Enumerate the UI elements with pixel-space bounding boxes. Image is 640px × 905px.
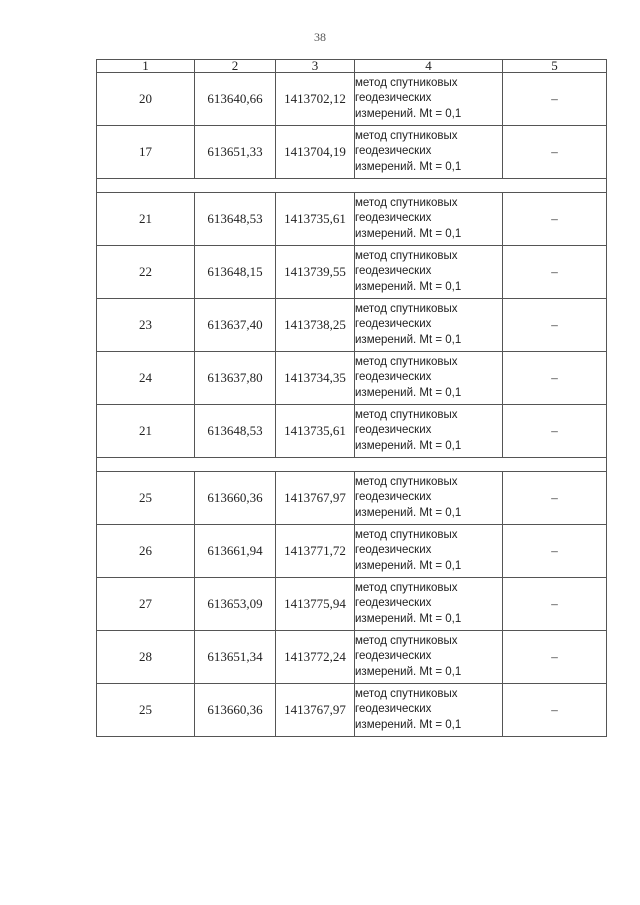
x-coordinate-cell: 613640,66	[195, 73, 276, 126]
method-line: геодезических	[355, 371, 432, 384]
method-line: измерений. Mt = 0,1	[355, 386, 462, 399]
x-coordinate-cell: 613648,53	[195, 193, 276, 246]
note-cell: –	[503, 631, 607, 684]
method-line: измерений. Mt = 0,1	[355, 107, 462, 120]
method-line: метод спутниковых	[355, 302, 458, 315]
method-cell	[355, 73, 503, 126]
y-coordinate-cell: 1413734,35	[276, 352, 355, 405]
method-line: метод спутниковых	[355, 687, 458, 700]
table-row	[97, 631, 607, 684]
method-line: геодезических	[355, 145, 432, 158]
note-cell: –	[503, 525, 607, 578]
method-line: геодезических	[355, 265, 432, 278]
point-number-cell: 25	[97, 684, 195, 737]
method-line: измерений. Mt = 0,1	[355, 506, 462, 519]
method-line: геодезических	[355, 212, 432, 225]
method-line: метод спутниковых	[355, 408, 458, 421]
method-line: измерений. Mt = 0,1	[355, 559, 462, 572]
table-row	[97, 246, 607, 299]
note-cell: –	[503, 684, 607, 737]
table-row	[97, 684, 607, 737]
y-coordinate-cell: 1413775,94	[276, 578, 355, 631]
point-number-cell: 21	[97, 405, 195, 458]
note-cell: –	[503, 246, 607, 299]
method-line: геодезических	[355, 318, 432, 331]
method-cell	[355, 631, 503, 684]
method-line: измерений. Mt = 0,1	[355, 439, 462, 452]
method-line: измерений. Mt = 0,1	[355, 718, 462, 731]
table-row	[97, 299, 607, 352]
point-number-cell: 28	[97, 631, 195, 684]
table-row	[97, 126, 607, 179]
point-number-cell: 17	[97, 126, 195, 179]
header-col-4: 4	[355, 60, 503, 73]
point-number-cell: 27	[97, 578, 195, 631]
x-coordinate-cell: 613660,36	[195, 684, 276, 737]
method-line: метод спутниковых	[355, 475, 458, 488]
point-number-cell: 21	[97, 193, 195, 246]
x-coordinate-cell: 613653,09	[195, 578, 276, 631]
method-line: геодезических	[355, 597, 432, 610]
header-col-2: 2	[195, 60, 276, 73]
method-line: геодезических	[355, 650, 432, 663]
method-line: измерений. Mt = 0,1	[355, 280, 462, 293]
x-coordinate-cell: 613648,15	[195, 246, 276, 299]
method-cell	[355, 405, 503, 458]
x-coordinate-cell: 613637,80	[195, 352, 276, 405]
method-cell	[355, 684, 503, 737]
point-number-cell: 20	[97, 73, 195, 126]
method-line: метод спутниковых	[355, 355, 458, 368]
method-line: измерений. Mt = 0,1	[355, 333, 462, 346]
method-line: метод спутниковых	[355, 528, 458, 541]
method-line: измерений. Mt = 0,1	[355, 612, 462, 625]
note-cell: –	[503, 299, 607, 352]
y-coordinate-cell: 1413738,25	[276, 299, 355, 352]
page-number: 38	[314, 30, 326, 44]
point-number-cell: 22	[97, 246, 195, 299]
method-cell	[355, 352, 503, 405]
y-coordinate-cell: 1413702,12	[276, 73, 355, 126]
note-cell: –	[503, 193, 607, 246]
method-cell	[355, 246, 503, 299]
method-line: геодезических	[355, 92, 432, 105]
note-cell: –	[503, 472, 607, 525]
method-cell	[355, 299, 503, 352]
note-cell: –	[503, 405, 607, 458]
note-cell: –	[503, 578, 607, 631]
y-coordinate-cell: 1413767,97	[276, 472, 355, 525]
method-line: геодезических	[355, 703, 432, 716]
x-coordinate-cell: 613637,40	[195, 299, 276, 352]
y-coordinate-cell: 1413772,24	[276, 631, 355, 684]
method-line: метод спутниковых	[355, 634, 458, 647]
table-header-row	[97, 60, 607, 73]
method-cell	[355, 193, 503, 246]
y-coordinate-cell: 1413735,61	[276, 405, 355, 458]
y-coordinate-cell: 1413771,72	[276, 525, 355, 578]
method-line: геодезических	[355, 424, 432, 437]
note-cell: –	[503, 126, 607, 179]
method-line: измерений. Mt = 0,1	[355, 227, 462, 240]
x-coordinate-cell: 613648,53	[195, 405, 276, 458]
table-row	[97, 525, 607, 578]
y-coordinate-cell: 1413739,55	[276, 246, 355, 299]
method-line: метод спутниковых	[355, 196, 458, 209]
method-line: метод спутниковых	[355, 249, 458, 262]
method-line: геодезических	[355, 544, 432, 557]
separator-cell	[97, 458, 607, 472]
table-row	[97, 472, 607, 525]
table-row	[97, 73, 607, 126]
group-separator-row	[97, 179, 607, 193]
header-col-3: 3	[276, 60, 355, 73]
method-line: метод спутниковых	[355, 129, 458, 142]
method-line: метод спутниковых	[355, 581, 458, 594]
y-coordinate-cell: 1413767,97	[276, 684, 355, 737]
method-line: геодезических	[355, 491, 432, 504]
header-col-5: 5	[503, 60, 607, 73]
method-line: метод спутниковых	[355, 76, 458, 89]
method-line: измерений. Mt = 0,1	[355, 665, 462, 678]
x-coordinate-cell: 613660,36	[195, 472, 276, 525]
point-number-cell: 24	[97, 352, 195, 405]
table-row	[97, 578, 607, 631]
point-number-cell: 25	[97, 472, 195, 525]
point-number-cell: 23	[97, 299, 195, 352]
point-number-cell: 26	[97, 525, 195, 578]
table-row	[97, 352, 607, 405]
method-cell	[355, 578, 503, 631]
header-col-1: 1	[97, 60, 195, 73]
note-cell: –	[503, 352, 607, 405]
group-separator-row	[97, 458, 607, 472]
method-cell	[355, 472, 503, 525]
method-cell	[355, 126, 503, 179]
x-coordinate-cell: 613651,34	[195, 631, 276, 684]
y-coordinate-cell: 1413704,19	[276, 126, 355, 179]
separator-cell	[97, 179, 607, 193]
x-coordinate-cell: 613651,33	[195, 126, 276, 179]
note-cell: –	[503, 73, 607, 126]
y-coordinate-cell: 1413735,61	[276, 193, 355, 246]
coordinates-table	[96, 59, 607, 737]
table-row	[97, 405, 607, 458]
table-row	[97, 193, 607, 246]
method-cell	[355, 525, 503, 578]
x-coordinate-cell: 613661,94	[195, 525, 276, 578]
method-line: измерений. Mt = 0,1	[355, 160, 462, 173]
